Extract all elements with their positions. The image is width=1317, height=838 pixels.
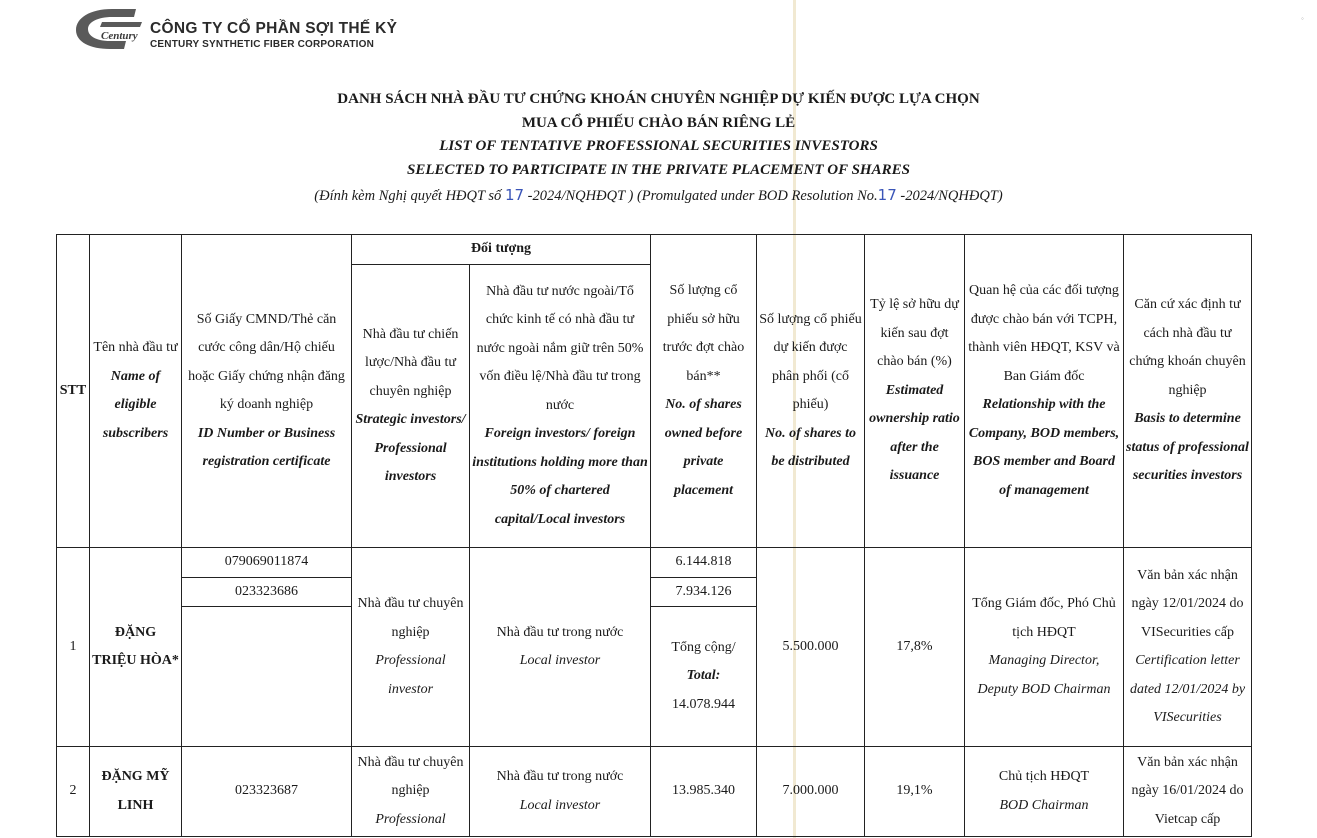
table-row xyxy=(57,548,1252,578)
col-header-stt: STT xyxy=(57,235,90,548)
distributed-shares: 7.000.000 xyxy=(757,747,865,837)
table-row xyxy=(57,747,1252,837)
col-header-basis: Căn cứ xác định tư cách nhà đầu tư chứng khoán chuyên nghiệp Basis to determine status of professional securities investors xyxy=(1124,235,1252,548)
distributed-shares: 5.500.000 xyxy=(757,548,865,747)
handwritten-number: 17 xyxy=(877,186,897,204)
investor-name: ĐẶNG TRIỆU HÒA* xyxy=(90,548,182,747)
row-stt: 1 xyxy=(57,548,90,747)
document-title xyxy=(0,88,1317,209)
owned-shares: 13.985.340 xyxy=(651,747,757,837)
owned-shares: 6.144.818 xyxy=(651,548,757,578)
ownership-ratio: 19,1% xyxy=(865,747,965,837)
company-name-vn: CÔNG TY CỔ PHẦN SỢI THẾ KỶ xyxy=(150,20,398,37)
col-header-relationship: Quan hệ của các đối tượng được chào bán với TCPH, thành viên HĐQT, KSV và Ban Giám đốc Relationship with the Company, BOD members, BOS member and Board of management xyxy=(965,235,1124,548)
col-header-name: Tên nhà đầu tư Name of eligible subscribers xyxy=(90,235,182,548)
investor-origin: Nhà đầu tư trong nước Local investor xyxy=(470,548,651,747)
id-number: 023323687 xyxy=(182,747,352,837)
investor-origin: Nhà đầu tư trong nước Local investor xyxy=(470,747,651,837)
basis: Văn bản xác nhận ngày 16/01/2024 do Vietcap cấp xyxy=(1124,747,1252,837)
id-number: 079069011874 xyxy=(182,548,352,578)
title-line-4: SELECTED TO PARTICIPATE IN THE PRIVATE PLACEMENT OF SHARES xyxy=(407,161,910,178)
ownership-ratio: 17,8% xyxy=(865,548,965,747)
title-line-2: MUA CỔ PHIẾU CHÀO BÁN RIÊNG LẺ xyxy=(521,114,796,131)
scan-speck: ◦ xyxy=(1301,14,1304,23)
table-header-row xyxy=(57,235,1252,265)
id-number-empty xyxy=(182,607,352,747)
col-header-subject: Đối tượng xyxy=(352,235,651,265)
company-header xyxy=(150,20,397,50)
title-line-1: DANH SÁCH NHÀ ĐẦU TƯ CHỨNG KHOÁN CHUYÊN NGHIỆP DỰ KIẾN ĐƯỢC LỰA CHỌN xyxy=(337,91,980,107)
col-header-owned: Số lượng cổ phiếu sở hữu trước đợt chào bán** No. of shares owned before private placement xyxy=(651,235,757,548)
investor-type: Nhà đầu tư chuyên nghiệp Professional investor xyxy=(352,548,470,747)
relationship: Tổng Giám đốc, Phó Chủ tịch HĐQT Managing Director, Deputy BOD Chairman xyxy=(965,548,1124,747)
basis: Văn bản xác nhận ngày 12/01/2024 do VISecurities cấp Certification letter dated 12/01/2024 by VISecurities xyxy=(1124,548,1252,747)
row-stt: 2 xyxy=(57,747,90,837)
id-number: 023323686 xyxy=(182,577,352,607)
relationship: Chủ tịch HĐQT BOD Chairman xyxy=(965,747,1124,837)
investor-name: ĐẶNG MỸ LINH xyxy=(90,747,182,837)
resolution-note: (Đính kèm Nghị quyết HĐQT số 17 -2024/NQHĐQT ) (Promulgated under BOD Resolution No.17 -2024/NQHĐQT) xyxy=(314,186,1003,204)
col-header-id: Số Giấy CMND/Thẻ căn cước công dân/Hộ chiếu hoặc Giấy chứng nhận đăng ký doanh nghiệp ID Number or Business registration certificate xyxy=(182,235,352,548)
investor-type: Nhà đầu tư chuyên nghiệp Professional xyxy=(352,747,470,837)
col-header-strategic: Nhà đầu tư chiến lược/Nhà đầu tư chuyên nghiệp Strategic investors/ Professional investors xyxy=(352,265,470,548)
handwritten-number: 17 xyxy=(504,186,525,204)
col-header-ratio: Tỷ lệ sở hữu dự kiến sau đợt chào bán (%) Estimated ownership ratio after the issuance xyxy=(865,235,965,548)
title-line-3: LIST OF TENTATIVE PROFESSIONAL SECURITIES INVESTORS xyxy=(439,138,878,154)
company-name-en: CENTURY SYNTHETIC FIBER CORPORATION xyxy=(150,39,375,50)
col-header-foreign: Nhà đầu tư nước ngoài/Tổ chức kinh tế có nhà đầu tư nước ngoài nắm giữ trên 50% vốn điều lệ/Nhà đầu tư trong nước Foreign investors/ foreign institutions holding more than 50% of chartered capital/Local investors xyxy=(470,265,651,548)
col-header-distributed: Số lượng cổ phiếu dự kiến được phân phối (cổ phiếu) No. of shares to be distributed xyxy=(757,235,865,548)
owned-total: Tổng cộng/ Total: 14.078.944 xyxy=(651,607,757,747)
owned-shares: 7.934.126 xyxy=(651,577,757,607)
investor-table xyxy=(56,234,1252,837)
company-logo xyxy=(72,6,152,50)
svg-text:Century: Century xyxy=(101,30,138,42)
